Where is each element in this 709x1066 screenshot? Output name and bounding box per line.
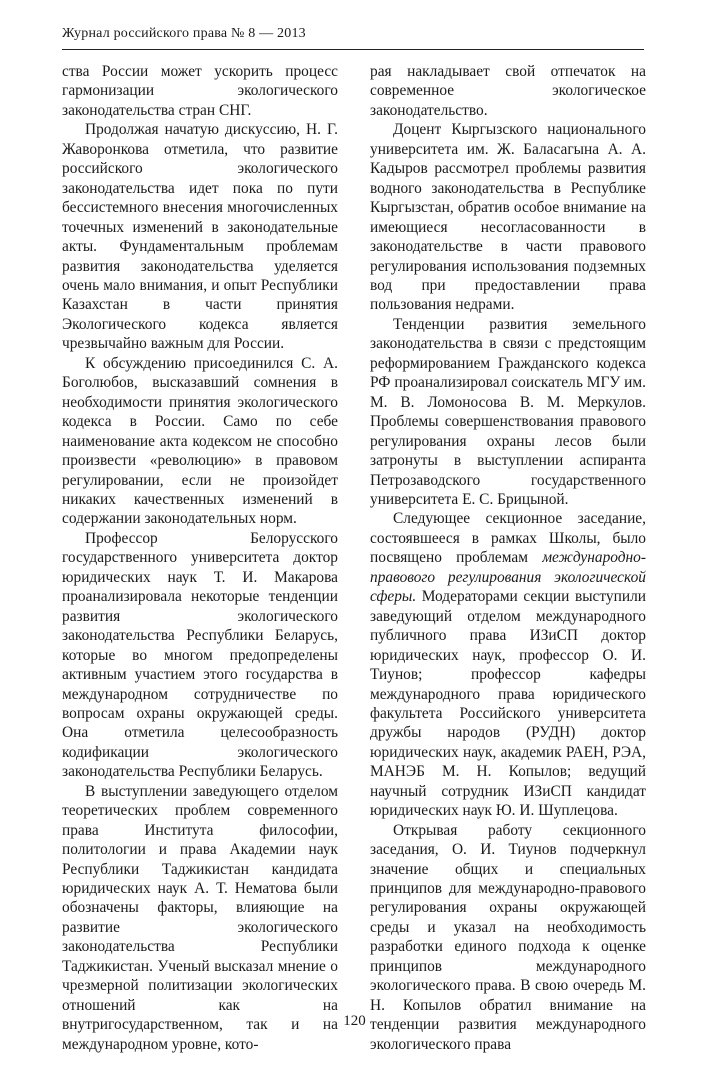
running-header (62, 26, 644, 50)
journal-title: Журнал российского права № 8 — 2013 (62, 26, 306, 41)
paragraph (370, 509, 646, 820)
paragraph-text: Модераторами секции выступили заведующий отделом международного публичного права ИЗиСП доктор юридических наук, профессор О. И. Тиунов; профессор кафедры международного права юридического факультета Российского университета дружбы народов (РУДН) доктор юридических наук, академик РАЕН, РЭА, МАНЭБ М. Н. Копылов; ведущий научный сотрудник ИЗиСП кандидат юридических наук Ю. И. Шуплецова. (370, 588, 646, 820)
italic-topic: международно-правового регулирования экологической сферы. (370, 549, 646, 606)
left-column (62, 62, 338, 1054)
header-rule (62, 49, 644, 50)
paragraph: Профессор Белорусского государственного университета доктор юридических наук Т. И. Макарова проанализировала некоторые тенденции развития экологического законодательства Республики Беларусь, которые во многом предопределены активным участием этого государства в международном сотрудничестве по вопросам охраны окружающей среды. Она отметила целесообразность кодификации экологического законодательства Республики Беларусь. (62, 529, 338, 781)
paragraph: К обсуждению присоединился С. А. Боголюбов, высказавший сомнения в необходимости принятия экологического кодекса в России. Само по себе наименование акта кодексом не способно произвести «революцию» в правовом регулировании, если не произойдет никаких качественных изменений в содержании законодательных норм. (62, 354, 338, 528)
paragraph: Тенденции развития земельного законодательства в связи с предстоящим реформированием Гражданского кодекса РФ проанализировал соискатель МГУ им. М. В. Ломоносова В. М. Меркулов. Проблемы совершенствования правового регулирования охраны лесов были затронуты в выступлении аспиранта Петрозаводского государственного университета Е. С. Брицыной. (370, 315, 646, 508)
paragraph: рая накладывает свой отпечаток на современное экологическое законодательство. (370, 63, 646, 119)
page-number: 120 (343, 1013, 366, 1029)
paragraph: Продолжая начатую дискуссию, Н. Г. Жаворонкова отметила, что развитие российского экологического законодательства идет пока по пути бессистемного внесения многочисленных точечных изменений в законодательные акты. Фундаментальным проблемам развития законодательства уделяется очень мало внимания, и опыт Республики Казахстан в части принятия Экологического кодекса является чрезвычайно важным для России. (62, 121, 338, 353)
right-column (370, 62, 646, 1054)
paragraph: Открывая работу секционного заседания, О. И. Тиунов подчеркнул значение общих и специальных принципов для международно-правового регулирования охраны окружающей среды и указал на необходимость разработки единого подхода к оценке принципов международного экологического права. В свою очередь М. Н. Копылов обратил внимание на тенденции развития международного экологического права (370, 821, 646, 1053)
paragraph: В выступлении заведующего отделом теоретических проблем современного права Института философии, политологии и права Академии наук Республики Таджикистан кандидата юридических наук А. Т. Нематова были обозначены факторы, влияющие на развитие экологического законодательства Республики Таджикистан. Ученый высказал мнение о чрезмерной политизации экологических отношений как на внутригосударственном, так и на международном уровне, кото- (62, 782, 338, 1053)
paragraph: ства России может ускорить процесс гармонизации экологического законодательства стран СНГ. (62, 63, 338, 119)
paragraph-text: Следующее секционное заседание, состоявшееся в рамках Школы, было посвящено проблемам (370, 510, 646, 567)
paragraph: Доцент Кыргызского национального университета им. Ж. Баласагына А. А. Кадыров рассмотрел проблемы развития водного законодательства в Республике Кыргызстан, обратив особое внимание на имеющиеся несогласованности в законодательстве в части правового регулирования использования подземных вод при предоставлении права пользования недрами. (370, 121, 646, 314)
